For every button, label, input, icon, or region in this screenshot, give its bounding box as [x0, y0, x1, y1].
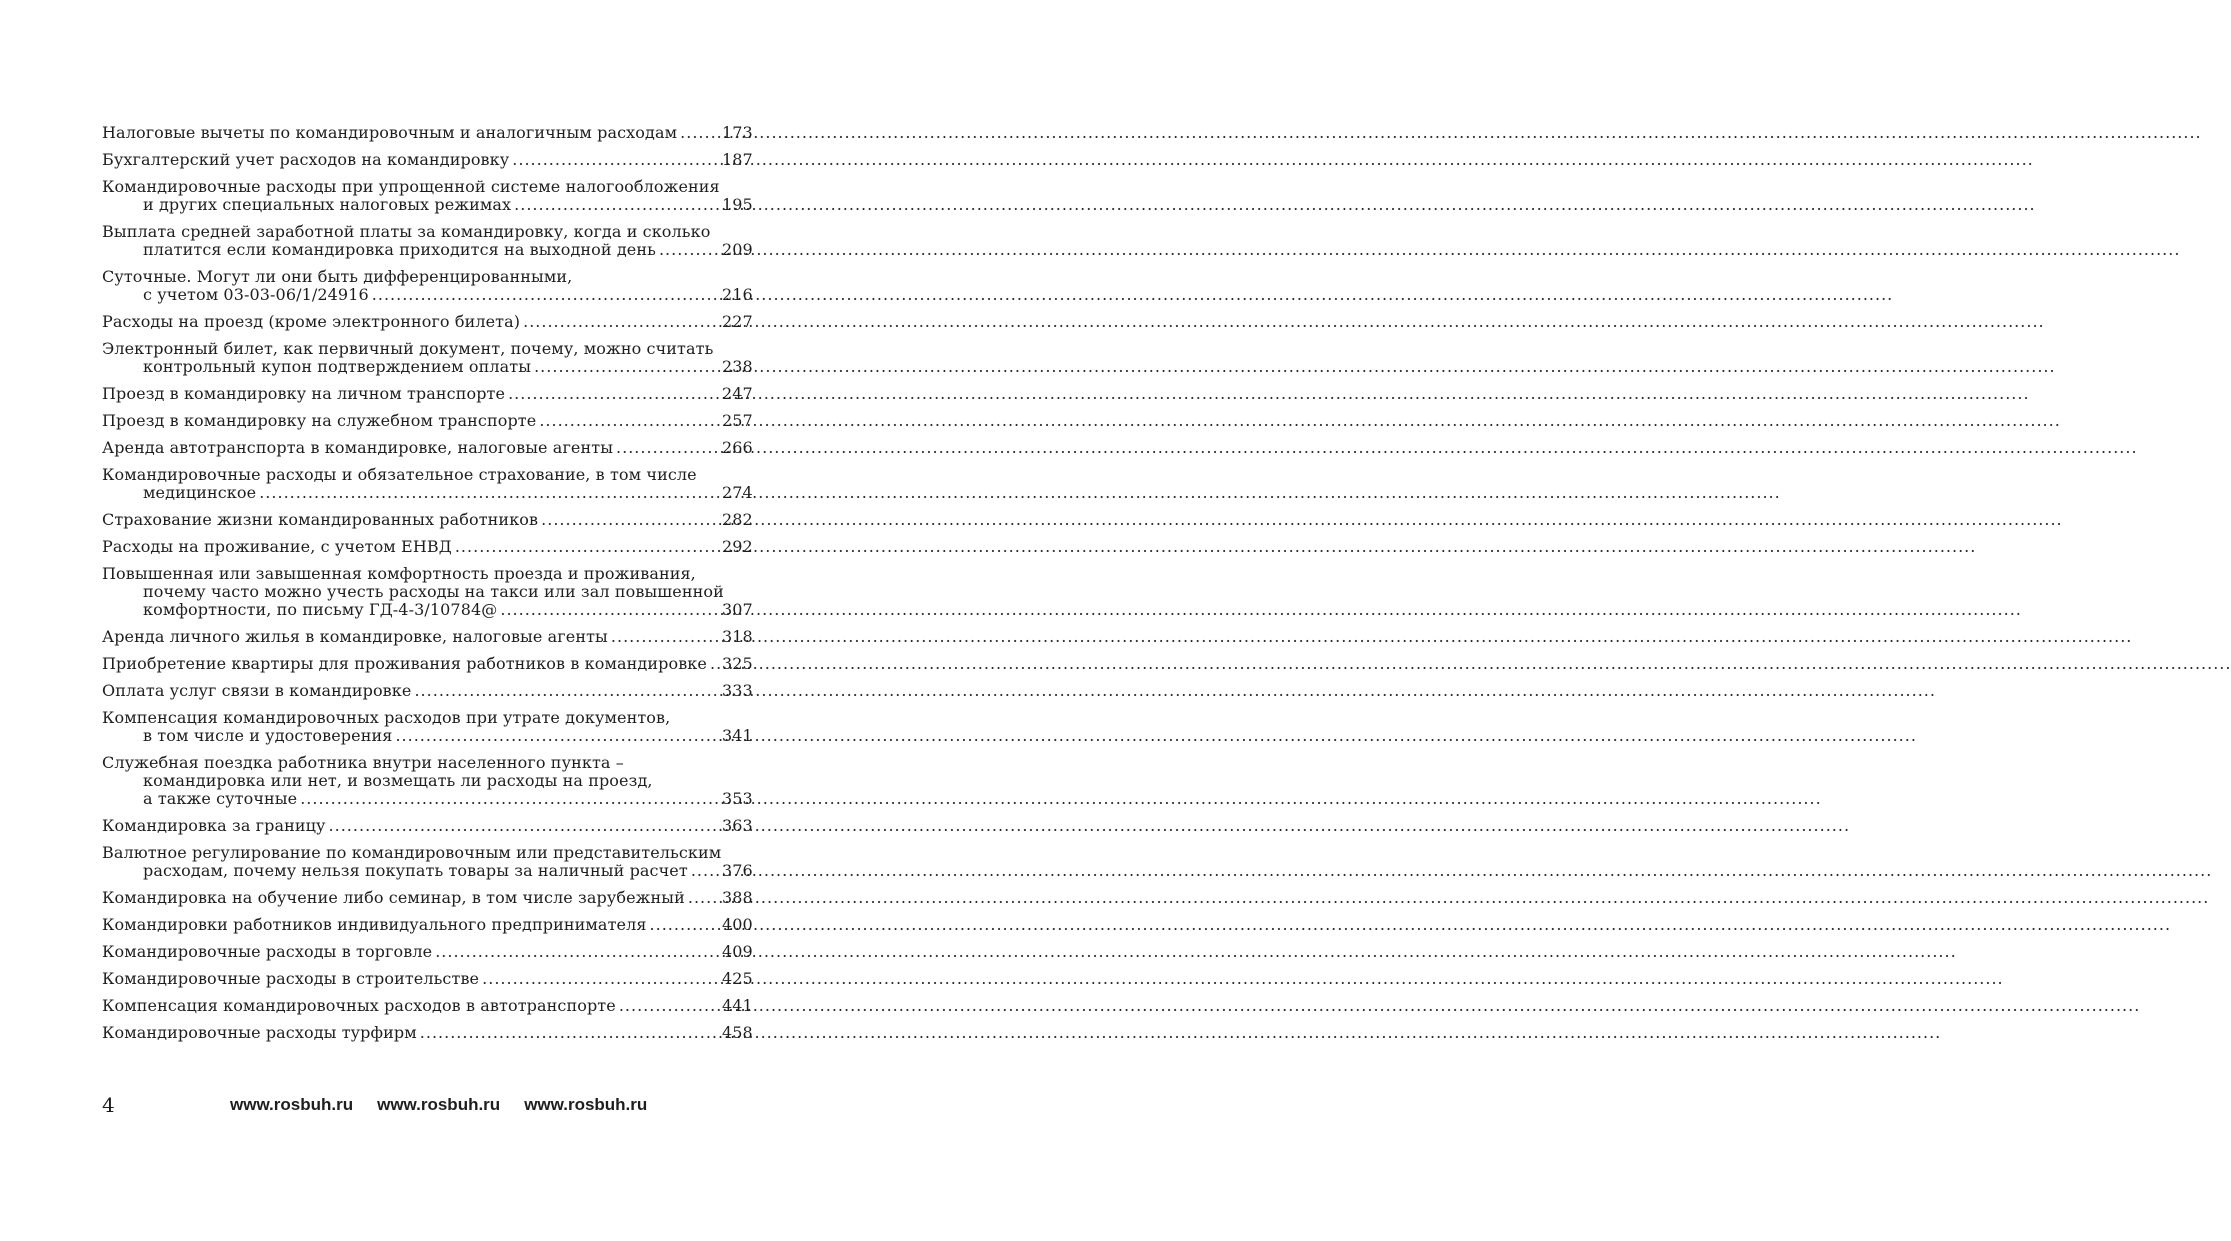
dot-leader	[680, 124, 719, 142]
toc-entry-title-line: Командировочные расходы и обязательное страхование, в том числе	[102, 465, 697, 484]
dot-leader	[455, 538, 719, 556]
toc-entry-title-line: командировка или нет, и возмещать ли расходы на проезд,	[143, 771, 653, 790]
toc-entry-title-line: почему часто можно учесть расходы на такси или зал повышенной	[143, 582, 724, 601]
toc-entry-page-number: 363	[722, 816, 753, 835]
toc-entry[interactable]	[102, 313, 752, 331]
toc-entry-title-line: медицинское	[143, 483, 257, 502]
dot-leader	[395, 727, 719, 745]
toc-entry-title-line: Проезд в командировку на служебном транспорте	[102, 411, 537, 430]
toc-entry-page-number: 376	[722, 861, 753, 880]
toc-entry-title-line: а также суточные	[143, 789, 298, 808]
website-link[interactable]: www.rosbuh.ru	[524, 1095, 648, 1114]
toc-entry-title-line: Командировка на обучение либо семинар, в том числе зарубежный	[102, 888, 685, 907]
toc-entry-title-line: Оплата услуг связи в командировке	[102, 681, 412, 700]
toc-entry[interactable]	[102, 817, 752, 835]
dot-leader	[619, 997, 719, 1015]
dot-leader	[523, 313, 719, 331]
toc-entry-page-number: 441	[722, 996, 753, 1015]
toc-entry-page-number: 227	[722, 312, 753, 331]
toc-entry-title-line: платится если командировка приходится на выходной день	[143, 240, 656, 259]
toc-entry-title-line: Командировочные расходы в торговле	[102, 942, 433, 961]
toc-entry-page-number: 325	[722, 654, 753, 673]
toc-entry-title-line: Валютное регулирование по командировочным или представительским	[102, 843, 722, 862]
dot-leader	[710, 655, 719, 673]
toc-entry[interactable]	[102, 1024, 752, 1042]
toc-entry[interactable]	[102, 385, 752, 403]
dot-leader	[420, 1024, 719, 1042]
toc-entry-title-line: Налоговые вычеты по командировочным и аналогичным расходам	[102, 123, 678, 142]
page-number: 4	[102, 1093, 115, 1117]
dot-leader	[659, 241, 719, 259]
dot-leader	[616, 439, 719, 457]
toc-entry-title-line: Компенсация командировочных расходов при утрате документов,	[102, 708, 671, 727]
toc-entry-title-line: Командировка за границу	[102, 816, 326, 835]
toc-entry-page-number: 282	[722, 510, 753, 529]
toc-entry-title-line: Страхование жизни командированных работников	[102, 510, 539, 529]
toc-entry-page-number: 266	[722, 438, 753, 457]
toc-entry[interactable]	[102, 223, 752, 259]
toc-entry-page-number: 173	[722, 123, 753, 142]
toc-entry-title-line: Бухгалтерский учет расходов на командировку	[102, 150, 510, 169]
page-footer	[102, 1093, 752, 1117]
toc-entry-page-number: 425	[722, 969, 753, 988]
toc-entry-title-line: Расходы на проживание, с учетом ЕНВД	[102, 537, 452, 556]
toc-entry-title-line: Командировки работников индивидуального предпринимателя	[102, 915, 647, 934]
toc-entry-page-number: 274	[722, 483, 753, 502]
dot-leader	[435, 943, 719, 961]
dot-leader	[259, 484, 719, 502]
toc-entry-title-line: в том числе и удостоверения	[143, 726, 393, 745]
toc-entry[interactable]	[102, 466, 752, 502]
toc-entry[interactable]	[102, 439, 752, 457]
toc-entry-title-line: Приобретение квартиры для проживания работников в командировке	[102, 654, 707, 673]
toc-entry-title-line: Командировочные расходы турфирм	[102, 1023, 417, 1042]
toc-entry[interactable]	[102, 889, 752, 907]
dot-leader	[688, 889, 719, 907]
toc-entry-title-line: Аренда личного жилья в командировке, налоговые агенты	[102, 627, 608, 646]
toc-entry[interactable]	[102, 628, 752, 646]
toc-entry-page-number: 409	[722, 942, 753, 961]
toc-entry-title-line: Командировочные расходы в строительстве	[102, 969, 480, 988]
toc-entry-page-number: 341	[722, 726, 753, 745]
toc-entry-page-number: 257	[722, 411, 753, 430]
dot-leader	[414, 682, 719, 700]
toc-entry-title-line: Повышенная или завышенная комфортность проезда и проживания,	[102, 564, 696, 583]
toc-entry-page-number: 247	[722, 384, 753, 403]
dot-leader	[691, 862, 719, 880]
toc-entry-title-line: с учетом 03-03-06/1/24916	[143, 285, 369, 304]
table-of-contents	[102, 124, 752, 1051]
toc-entry[interactable]	[102, 943, 752, 961]
toc-entry-page-number: 318	[722, 627, 753, 646]
toc-entry-page-number: 458	[722, 1023, 753, 1042]
toc-entry-title-line: Проезд в командировку на личном транспорте	[102, 384, 506, 403]
website-link[interactable]: www.rosbuh.ru	[377, 1095, 501, 1114]
toc-entry[interactable]	[102, 655, 752, 673]
toc-entry-page-number: 353	[722, 789, 753, 808]
website-link[interactable]: www.rosbuh.ru	[230, 1095, 354, 1114]
toc-entry-page-number: 187	[722, 150, 753, 169]
toc-entry[interactable]	[102, 412, 752, 430]
toc-entry[interactable]	[102, 124, 752, 142]
dot-leader	[482, 970, 719, 988]
dot-leader	[514, 196, 719, 214]
toc-entry-page-number: 238	[722, 357, 753, 376]
toc-entry-title-line: Электронный билет, как первичный документ, почему, можно считать	[102, 339, 714, 358]
toc-entry[interactable]	[102, 754, 752, 808]
toc-entry-title-line: Аренда автотранспорта в командировке, налоговые агенты	[102, 438, 614, 457]
toc-entry-page-number: 195	[722, 195, 753, 214]
dot-leader	[539, 412, 719, 430]
toc-entry-title-line: Служебная поездка работника внутри населенного пункта –	[102, 753, 624, 772]
toc-entry-page-number: 292	[722, 537, 753, 556]
toc-entry-title-line: и других специальных налоговых режимах	[143, 195, 512, 214]
toc-entry-title-line: Командировочные расходы при упрощенной системе налогообложения	[102, 177, 720, 196]
dot-leader	[512, 151, 719, 169]
toc-entry[interactable]	[102, 997, 752, 1015]
dot-leader	[541, 511, 719, 529]
dot-leader	[611, 628, 719, 646]
toc-entry[interactable]	[102, 268, 752, 304]
toc-entry-title-line: Расходы на проезд (кроме электронного билета)	[102, 312, 521, 331]
toc-entry-title-line: комфортности, по письму ГД-4-3/10784@	[143, 600, 498, 619]
dot-leader	[500, 601, 719, 619]
toc-entry[interactable]	[102, 151, 752, 169]
toc-entry-title-line: Компенсация командировочных расходов в автотранспорте	[102, 996, 616, 1015]
website-links	[230, 1095, 671, 1115]
toc-entry[interactable]	[102, 178, 752, 214]
toc-entry[interactable]	[102, 916, 752, 934]
toc-entry[interactable]	[102, 844, 752, 880]
dot-leader	[650, 916, 719, 934]
toc-entry-title-line: расходам, почему нельзя покупать товары за наличный расчет	[143, 861, 688, 880]
toc-entry[interactable]	[102, 565, 752, 619]
toc-entry-page-number: 388	[722, 888, 753, 907]
dot-leader	[329, 817, 719, 835]
toc-entry-title-line: Выплата средней заработной платы за командировку, когда и сколько	[102, 222, 711, 241]
dot-leader	[534, 358, 719, 376]
toc-entry-page-number: 333	[722, 681, 753, 700]
toc-entry-page-number: 216	[722, 285, 753, 304]
toc-entry-page-number: 307	[722, 600, 753, 619]
dot-leader	[300, 790, 719, 808]
toc-entry-title-line: контрольный купон подтверждением оплаты	[143, 357, 532, 376]
toc-entry[interactable]	[102, 511, 752, 529]
dot-leader	[372, 286, 719, 304]
toc-entry[interactable]	[102, 682, 752, 700]
toc-entry-title-line: Суточные. Могут ли они быть дифференцированными,	[102, 267, 573, 286]
toc-entry[interactable]	[102, 970, 752, 988]
toc-entry-page-number: 209	[722, 240, 753, 259]
toc-entry[interactable]	[102, 340, 752, 376]
dot-leader	[508, 385, 719, 403]
toc-entry-page-number: 400	[722, 915, 753, 934]
toc-entry[interactable]	[102, 538, 752, 556]
toc-entry[interactable]	[102, 709, 752, 745]
